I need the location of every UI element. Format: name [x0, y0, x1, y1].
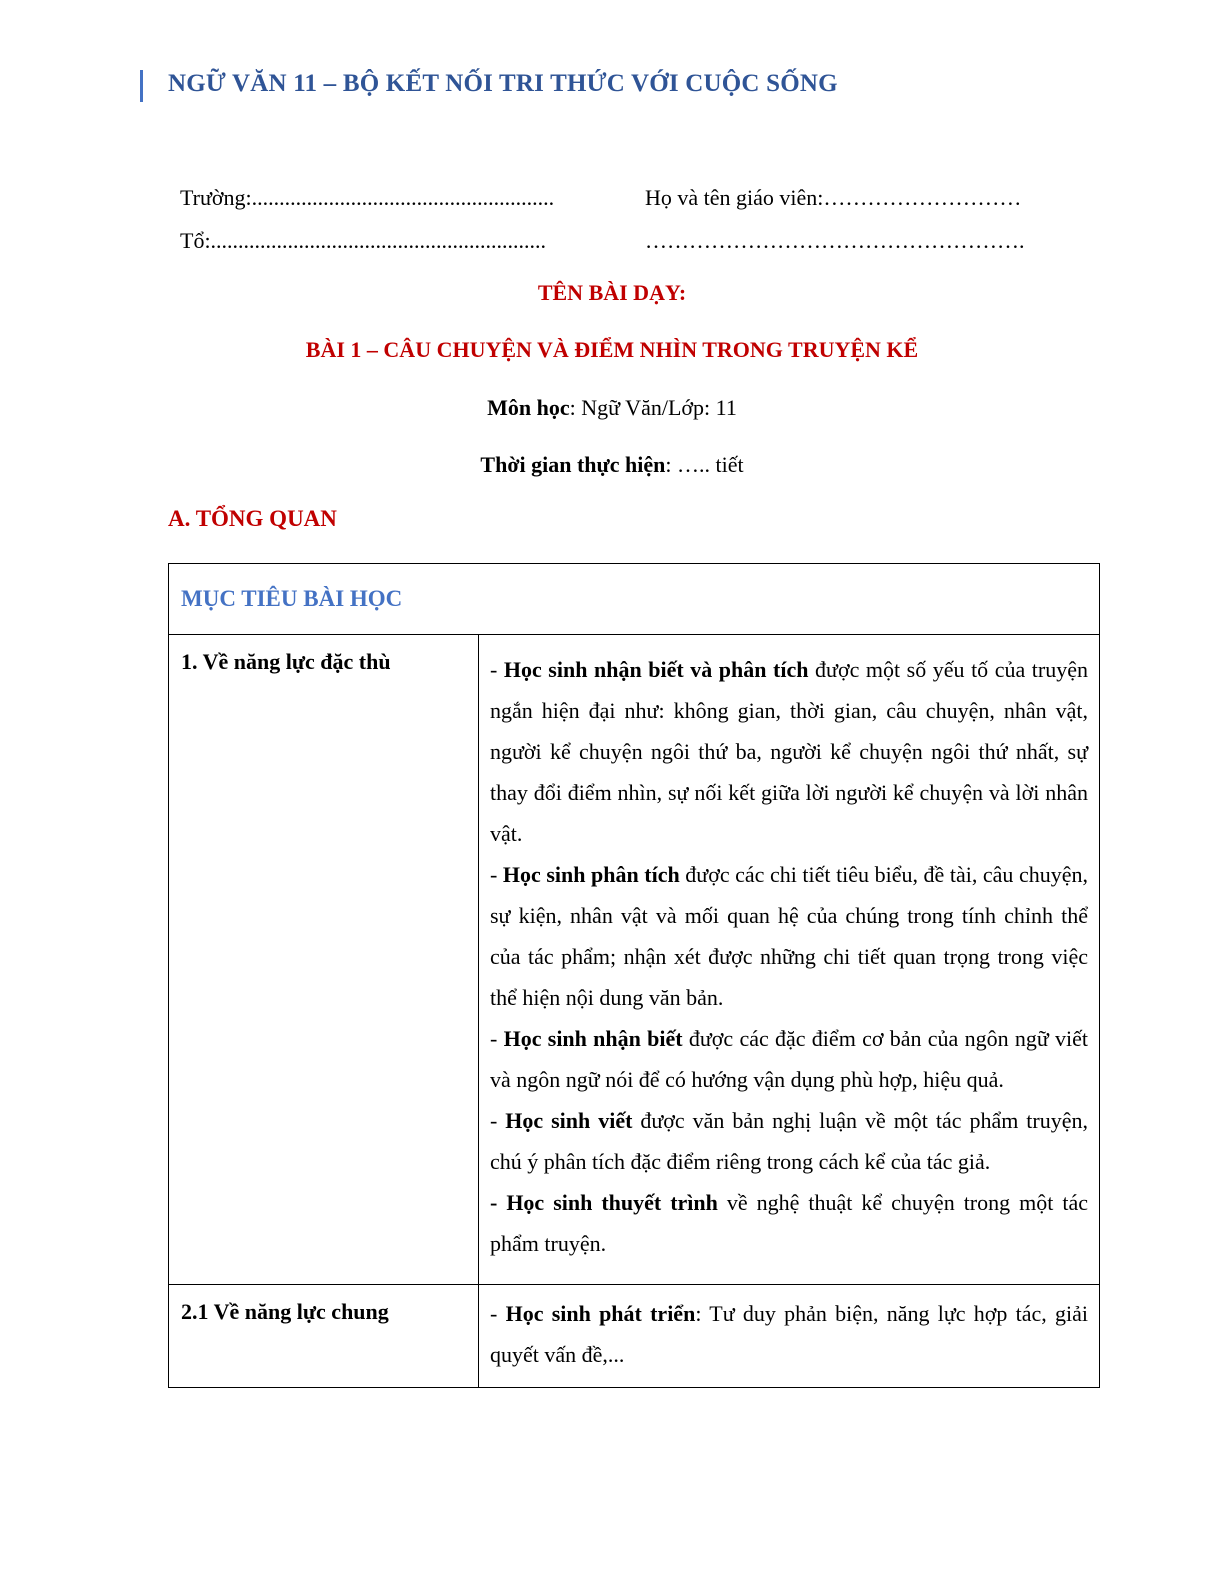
- lesson-name-label: TÊN BÀI DẠY:: [537, 280, 687, 305]
- subject-line: [0, 395, 1224, 421]
- objective-item: - Học sinh phân tích được các chi tiết tiêu biểu, đề tài, câu chuyện, sự kiện, nhân vật và mối quan hệ của chúng trong tính chỉnh thể của tác phẩm; nhận xét được những chi tiết quan trọng trong việc thể hiện nội dung văn bản.: [490, 862, 1089, 1010]
- row-label-general-competence: 2.1 Về năng lực chung: [169, 1285, 479, 1388]
- row-label-specific-competence: 1. Về năng lực đặc thù: [169, 635, 479, 1285]
- objective-item: - Học sinh nhận biết và phân tích được một số yếu tố của truyện ngắn hiện đại như: không gian, thời gian, câu chuyện, nhân vật, người kể chuyện ngôi thứ ba, người kể chuyện ngôi thứ nhất, sự thay đổi điểm nhìn, sự nối kết giữa lời người kể chuyện và lời nhân vật.: [490, 657, 1089, 846]
- time-value: : ….. tiết: [665, 452, 744, 477]
- time-line: [0, 452, 1224, 478]
- lesson-title: BÀI 1 – CÂU CHUYỆN VÀ ĐIỂM NHÌN TRONG TRUYỆN KỂ: [305, 337, 919, 362]
- row-content-specific-competence: [479, 635, 1100, 1285]
- header-accent-bar: [140, 70, 143, 102]
- time-label: Thời gian thực hiện: [480, 452, 666, 477]
- subject-label: Môn học: [487, 395, 570, 420]
- page-header-title: NGỮ VĂN 11 – BỘ KẾT NỐI TRI THỨC VỚI CUỘC SỐNG: [168, 70, 838, 97]
- objectives-table: [168, 563, 1100, 1388]
- table-row: [169, 1285, 1100, 1388]
- objective-item: - Học sinh viết được văn bản nghị luận về một tác phẩm truyện, chú ý phân tích đặc điểm riêng trong cách kể của tác giả.: [490, 1108, 1088, 1174]
- subject-value: : Ngữ Văn/Lớp: 11: [569, 395, 737, 420]
- objective-item: - Học sinh nhận biết được các đặc điểm cơ bản của ngôn ngữ viết và ngôn ngữ nói để có hướng vận dụng phù hợp, hiệu quả.: [490, 1026, 1089, 1092]
- school-field: Trường:.......................................................: [180, 185, 555, 210]
- objectives-header: MỤC TIÊU BÀI HỌC: [169, 564, 1100, 635]
- objective-item: - Học sinh thuyết trình về nghệ thuật kể chuyện trong một tác phẩm truyện.: [490, 1190, 1088, 1256]
- objective-item: - Học sinh phát triển: Tư duy phản biện, năng lực hợp tác, giải quyết vấn đề,...: [490, 1301, 1088, 1367]
- objectives-header-row: [169, 564, 1100, 635]
- section-a-title: A. TỔNG QUAN: [168, 506, 337, 531]
- group-field: Tổ:.............................................................: [180, 228, 547, 253]
- teacher-name-field: Họ và tên giáo viên:………………………: [645, 185, 1022, 210]
- teacher-name-continuation: …………………………………………….: [645, 228, 1025, 253]
- table-row: [169, 635, 1100, 1285]
- row-content-general-competence: [479, 1285, 1100, 1388]
